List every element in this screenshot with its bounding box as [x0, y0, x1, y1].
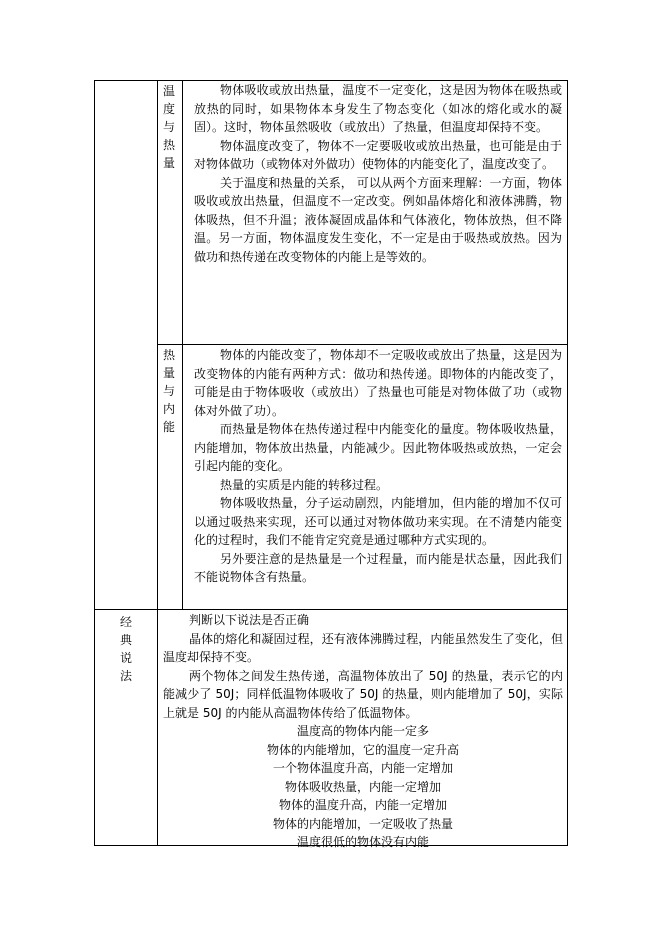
section-label-classic-statements [119, 613, 133, 685]
statement-item: 温度很低的物体没有内能 [296, 835, 429, 849]
row-label-temperature-heat [162, 82, 176, 172]
paragraph: 物体的内能改变了，物体却不一定吸收或放出了热量，这是因为改变物体的内能有两种方式：做功和热传递。即物体的内能改变了，可能是由于物体吸收（或放出）了热量也可能是对物体做了功（或物体对外做了功）。 [194, 348, 562, 418]
statement-list [163, 722, 563, 852]
intro-text: 判断以下说法是否正确 [189, 613, 310, 627]
column-divider-left [157, 80, 158, 846]
label-char: 内 [162, 402, 175, 416]
statement-item: 物体的内能增加，它的温度一定升高 [266, 742, 459, 757]
label-char: 与 [162, 120, 175, 134]
label-char: 能 [162, 420, 175, 434]
paragraph: 关于温度和热量的关系， 可以从两个方面来理解：一方面，物体吸收或放出热量，但温度不一定改变。例如晶体熔化和液体沸腾，物体吸热，但不升温；液体凝固成晶体和气体液化，物体放热，但不降温。另一方面，物体温度发生变化，不一定是由于吸热或放热。因为做功和热传递在改变物体的内能上是等效的。 [194, 175, 562, 264]
label-char: 法 [119, 669, 132, 683]
row-divider-2 [94, 609, 568, 610]
paragraph: 物体温度改变了，物体不一定要吸收或放出热量，也可能是由于对物体做功（或物体对外做功）使物体的内能变化了，温度改变了。 [194, 138, 562, 171]
statement-item: 物体的温度升高，内能一定增加 [278, 798, 447, 812]
statement-item: 物体的内能增加，一定吸收了热量 [272, 816, 453, 831]
statement-item: 一个物体温度升高，内能一定增加 [272, 761, 453, 775]
label-char: 说 [119, 651, 132, 665]
label-char: 量 [162, 366, 175, 380]
paragraph: 另外要注意的是热量是一个过程量，而内能是状态量，因此我们不能说物体含有热量。 [194, 551, 562, 584]
label-char: 经 [119, 615, 132, 629]
paragraph: 而热量是物体在热传递过程中内能变化的量度。物体吸收热量，内能增加，物体放出热量，内能减少。因此物体吸热或放热，一定会引起内能的变化。 [194, 422, 562, 473]
label-char: 典 [119, 633, 132, 647]
label-char: 热 [162, 138, 175, 152]
row-content-temperature-heat [194, 81, 562, 266]
row-label-heat-internal-energy [162, 346, 176, 436]
column-divider-right [182, 80, 183, 610]
classic-statements-content [163, 611, 563, 852]
label-char: 热 [162, 348, 175, 362]
row-divider-1 [157, 344, 568, 345]
paragraph: 热量的实质是内能的转移过程。 [220, 477, 389, 492]
statement-item: 温度高的物体内能一定多 [296, 724, 429, 738]
paragraph: 物体吸收热量，分子运动剧烈，内能增加，但内能的增加不仅可以通过吸热来实现，还可以通过对物体做功来实现。在不清楚内能变化的过程时，我们不能肯定究竟是通过哪种方式实现的。 [194, 496, 562, 547]
row-content-heat-internal-energy [194, 346, 562, 587]
paragraph: 两个物体之间发生热传递，高温物体放出了 50J 的热量，表示它的内能减少了 50J；同样低温物体吸收了 50J 的热量，则内能增加了 50J，实际上就是 50J 的内能从高温物体传给了低温物体。 [163, 668, 563, 720]
paragraph: 物体吸收或放出热量，温度不一定变化，这是因为物体在吸热或放热的同时，如果物体本身发生了物态变化（如冰的熔化或水的凝固）。这时，物体虽然吸收（或放出）了热量，但温度却保持不变。 [194, 83, 562, 134]
statement-item: 物体吸收热量，内能一定增加 [284, 779, 441, 794]
label-char: 量 [162, 156, 175, 170]
label-char: 度 [162, 102, 175, 116]
paragraph: 晶体的熔化和凝固过程，还有液体沸腾过程，内能虽然发生了变化，但温度却保持不变。 [163, 631, 563, 664]
label-char: 与 [162, 384, 175, 398]
label-char: 温 [162, 84, 175, 98]
